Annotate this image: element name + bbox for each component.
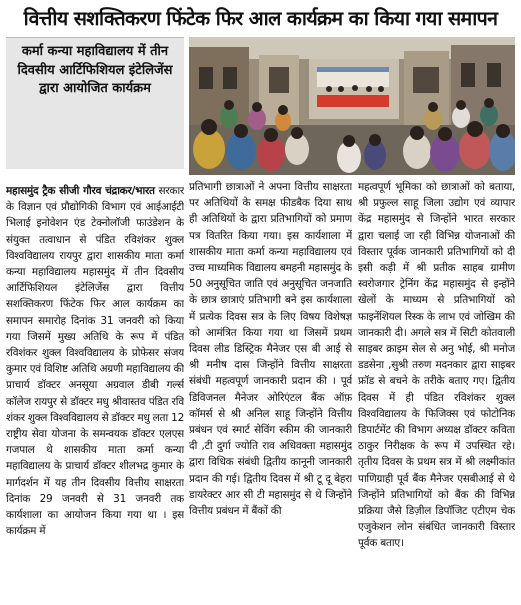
column-2-text: प्रतिभागी छात्राओं ने अपना वित्तीय साक्षरता पर अतिथियों के समक्ष फीडबैक दिया साथ ही अतिथियों के द्वारा प्रतिभागियों को प्रमाण पत्र वितरित किया गया। इस कार्यशाला में शासकीय माता कर्मा कन्या महाविद्यालय एवं उच्च माध्यमिक विद्यालय बमहनी महासमुंद के 50 अनुसूचित जाति एवं अनुसूचित जनजाति के छात्र छात्राएं प्रतिभागी बने इस कार्यशाला में प्रत्येक दिवस सत्र के लिए विषय विशेषज्ञ को आमंत्रित किया गया था जिसमें प्रथम दिवस लीड डिस्ट्रिक मैनेजर एस बी आई से श्री मनीष दास जिन्होंने वित्तीय साक्षरता संबंधी महत्वपूर्ण जानकारी प्रदान की । पूर्व डिविजनल मैनेजर ओरिएंटल बैंक ऑफ़ कॉमर्स से श्री अनिल साहू जिन्होंने वित्तीय प्रबंधन एवं स्मार्ट सेविंग स्कीम की जानकारी दी ,टी दुर्गा ज्योति राव अधिवक्ता महासमुंद द्वारा विधिक संबंधी द्वितीय कानूनी जानकारी प्रदान की गई। द्वितीय दिवस में श्री टू दू बेहरा डायरेक्टर आर सी टी महासमुंद से थे जिन्होंने वित्तीय प्रबंधन में बैंकों की: [189, 181, 352, 518]
column-2: [189, 179, 352, 519]
headline: वित्तीय सशक्तिकरण फिंटेक फिर आल कार्यक्रम का किया गया समापन: [23, 7, 498, 30]
column-1: [6, 183, 184, 539]
dateline: महासमुंद ट्रैक सीजी गौरव चंद्राकर/भारत: [6, 185, 155, 197]
column-3-text: महत्वपूर्ण भूमिका को छात्राओं को बताया, श्री प्रफुल्ल साहू जिला उद्योग एवं व्यापार केंद्र महासमुंद से जिन्होंने भारत सरकार द्वारा चलाई जा रही विभिन्न योजनाओं की विस्तार पूर्वक जानकारी प्रतिभागियों को दी इसी कड़ी में श्री प्रतीक साहब ग्रामीण स्वरोजगार ट्रेनिंग केंद्र महासमुंद से इन्होंने खेलों के माध्यम से प्रतिभागियों को फाइनेंशियल रिस्क के लाभ एवं जोखिम की जानकारी दी। अगले सत्र में सिटी कोतवाली साइबर क्राइम सेल से अनु भोई, श्री मनोज डडसेना ,सुश्री तरुण मदनकार द्वारा साइबर फ्रॉड से बचने के तरीके बताए गए। द्वितीय दिवस में ही पंडित रविशंकर शुक्ल विश्वविद्यालय के फिजिक्स एवं फोटोनिक डिपार्टमेंट की विभाग अध्यक्ष डॉक्टर कविता ठाकुर निरीक्षक के रूप में उपस्थित रहे। तृतीय दिवस के प्रथम सत्र में श्री लक्ष्मीकांत पाणिग्राही पूर्व बैंक मैनेजर एसबीआई से थे जिन्होंने प्रतिभागियों को बैंक की विभिन्न प्रक्रिया जैसे डिज़ील डिपॉजिट एटीएम चेक एजुकेशन लोन संबंधित जानकारी विस्तार पूर्वक बताए।: [358, 181, 515, 550]
article-body: [6, 179, 515, 599]
event-photo-icon: [189, 37, 515, 175]
column-1-text: सरकार के विज्ञान एवं प्रौद्योगिकी विभाग एवं आईआईटी भिलाई इनोवेशन एंड टेक्नोलॉजी फाउंडेशन के संयुक्त तत्वाधान से पंडित रविशंकर शुक्ल विश्वविद्यालय रायपुर द्वारा शासकीय माता कर्मा कन्या महाविद्यालय महासमुंद में तीन दिवसीय आर्टिफिशियल इंटेलिजेंस द्वारा वित्तीय सशक्तिकरण फिंटेक फिर आल कार्यक्रम का समापन समारोह दिनांक 31 जनवरी को किया गया जिसमें मुख्य अतिथि के रूप में पंडित रविशंकर शुक्ल विश्वविद्यालय के प्रोफेसर संजय कुमार एवं विशिष्ट अतिथि अग्रणी महाविद्यालय की प्राचार्य डॉक्टर अनसूया अग्रवाल डीबी गर्ल्स कॉलेज रायपुर से डॉक्टर मधु श्रीवास्तव पंडित रवि शंकर शुक्ल विश्वविद्यालय से डॉक्टर मधु लता 12 राष्ट्रीय सेवा योजना के समन्वयक डॉक्टर एलएस गजपाल थे शासकीय माता कर्मा कन्या महाविद्यालय के प्राचार्य डॉक्टर शीलभद्र कुमार के मार्गदर्शन में यह तीन दिवसीय वित्तीय साक्षरता दिनांक 29 जनवरी से 31 जनवरी तक कार्यशाला का आयोजन किया गया था । इस कार्यक्रम में: [6, 185, 184, 538]
column-3: [358, 179, 515, 552]
event-photo: [189, 37, 515, 175]
top-section: [6, 37, 515, 175]
subheadline: कर्मा कन्या महाविद्यालय में तीन दिवसीय आर्टिफिशियल इंटेलिजेंस द्वारा आयोजित कार्यक्रम: [6, 37, 184, 169]
